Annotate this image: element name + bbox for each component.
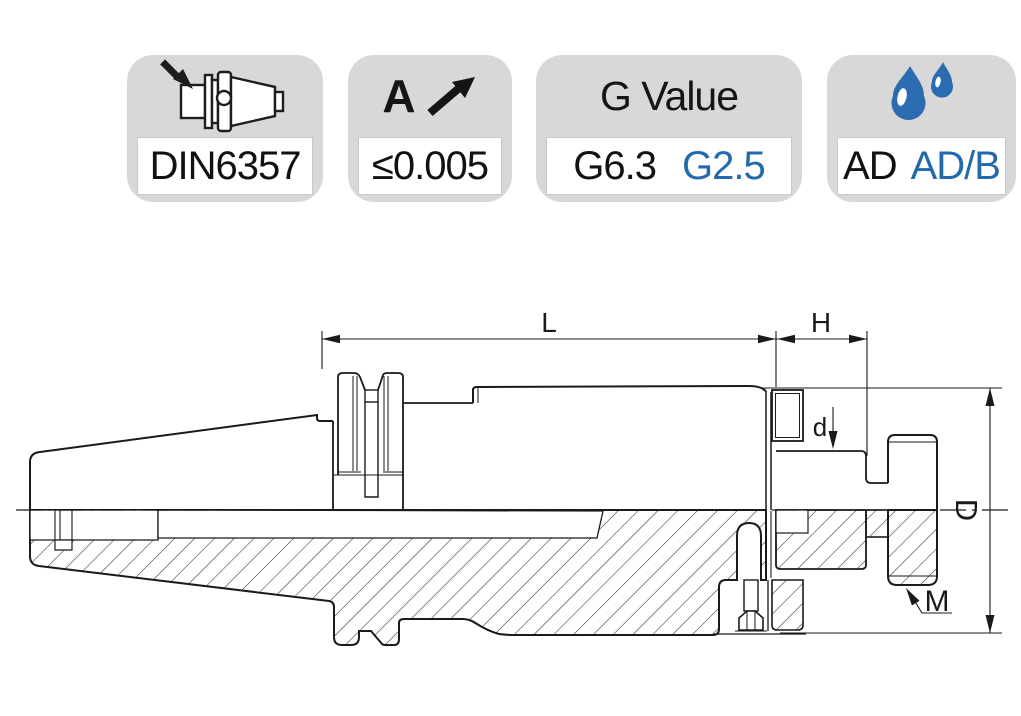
dim-label-D: D (949, 498, 984, 522)
badge-standard-label (137, 137, 313, 195)
section-ring (888, 510, 937, 585)
section-key-block (772, 580, 803, 630)
balance-value-fine: G2.5 (682, 143, 765, 188)
key-slot (365, 402, 378, 497)
balance-title: G Value (599, 72, 739, 119)
badge-balance (536, 55, 802, 202)
section-neck (866, 510, 888, 537)
gripper-rib-left (338, 373, 365, 475)
coolant-value-adb: AD/B (910, 143, 1000, 188)
screw-hex-head (739, 611, 763, 630)
dim-label-H: H (810, 307, 832, 338)
badge-runout-label (358, 137, 502, 195)
body-cylinder (473, 386, 766, 403)
standard-value: DIN6357 (149, 143, 301, 188)
pilot-bore (776, 510, 808, 533)
drive-key-block (772, 390, 803, 441)
balance-value-standard: G6.3 (573, 143, 656, 188)
taper-shank (30, 415, 333, 510)
drawbar-bore (30, 510, 158, 540)
arrow-up-right-icon (426, 74, 478, 118)
dim-label-d: d (812, 412, 828, 442)
end-ring (888, 435, 937, 510)
badge-standard (127, 55, 323, 202)
coolant-value-ad: AD (843, 143, 897, 188)
runout-value: ≤0.005 (371, 143, 489, 188)
pilot-cylinder (776, 451, 888, 483)
drive-key-notch (365, 390, 378, 402)
badge-balance-label (546, 137, 792, 195)
section-lower-half (30, 510, 937, 645)
badge-coolant (827, 55, 1016, 202)
dim-label-M: M (924, 585, 950, 618)
central-bore (158, 510, 603, 538)
badge-coolant-label (837, 137, 1006, 195)
outline-upper-half (30, 373, 937, 510)
thread-relief (55, 540, 72, 550)
dim-label-L: L (541, 307, 557, 338)
screw-shank (744, 580, 758, 611)
badge-runout (348, 55, 512, 202)
gripper-rib-right (378, 373, 403, 390)
runout-letter: A (382, 70, 416, 122)
water-drops-icon (880, 60, 964, 132)
toolholder-icon (159, 56, 291, 136)
